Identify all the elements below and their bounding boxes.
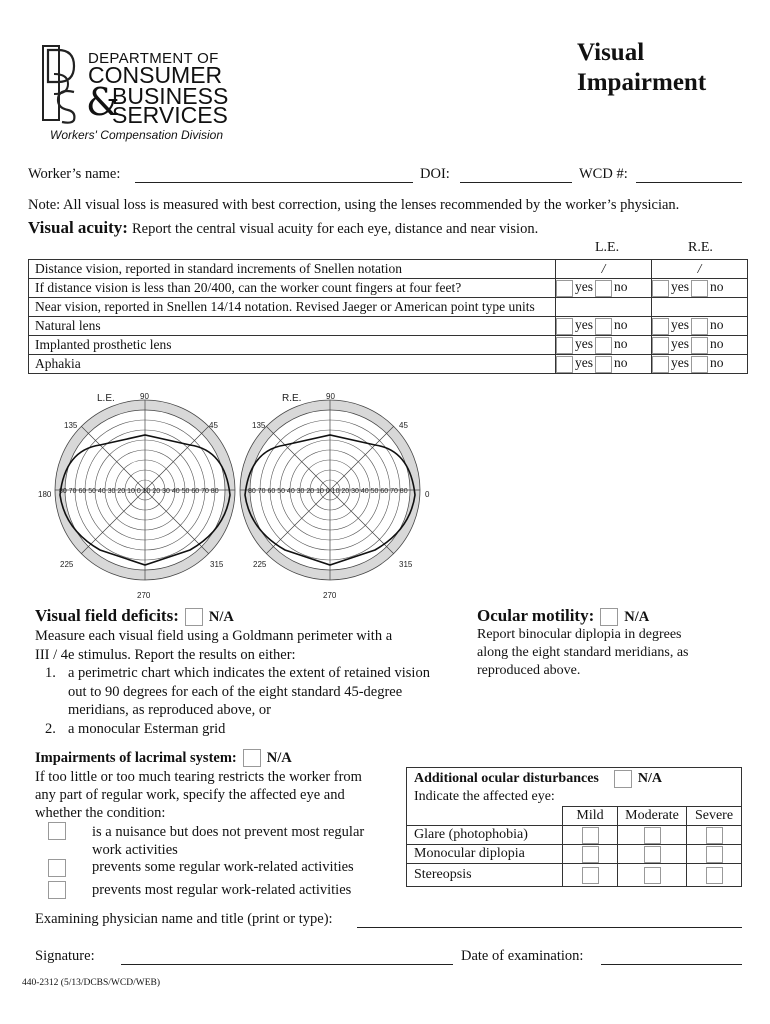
re-yes-checkbox[interactable] (652, 280, 669, 297)
motility-body (477, 626, 689, 680)
re-no-checkbox[interactable] (691, 356, 708, 373)
stereopsis-mild-checkbox[interactable] (582, 867, 599, 884)
table-row (29, 336, 748, 355)
exam-date-input[interactable] (601, 950, 742, 965)
diplopia-moderate-checkbox[interactable] (644, 846, 661, 863)
le-yes-no (556, 317, 652, 336)
lacrimal-heading: Impairments of lacrimal system: (35, 750, 237, 766)
glare-moderate-checkbox[interactable] (644, 827, 661, 844)
table-row (407, 864, 742, 887)
disturbances-subhead: Indicate the affected eye: (407, 788, 742, 807)
motility-line3: reproduced above. (477, 663, 581, 678)
yes-label: yes (671, 317, 689, 333)
no-label: no (710, 279, 724, 295)
lacrimal-option3-checkbox[interactable] (48, 881, 66, 899)
re-no-checkbox[interactable] (691, 337, 708, 354)
field-deficits-body (35, 627, 430, 739)
field-deficits-heading: Visual field deficits: (35, 606, 179, 625)
no-label: no (710, 317, 724, 333)
le-yes-checkbox[interactable] (556, 337, 573, 354)
no-label: no (710, 355, 724, 371)
re-yes-checkbox[interactable] (652, 318, 669, 335)
re-ring-scale: 80 70 60 50 40 30 20 10 0 10 20 30 40 50 60 70 80 (248, 488, 408, 495)
disturbances-na-checkbox[interactable] (614, 770, 632, 788)
le-no-checkbox[interactable] (595, 318, 612, 335)
yes-label: yes (671, 279, 689, 295)
lacrimal-option3: prevents most regular work-related activities (92, 882, 352, 898)
title-line1: Visual (577, 39, 645, 66)
lacrimal-line2: any part of regular work, specify the affected eye and (35, 787, 345, 804)
lacrimal-line3: whether the condition: (35, 805, 166, 822)
signature-label: Signature: (35, 948, 95, 964)
re-distance-input[interactable] (652, 260, 748, 279)
stereopsis-severe-checkbox[interactable] (706, 867, 723, 884)
re-deg-135: 135 (252, 421, 266, 430)
le-no-checkbox[interactable] (595, 280, 612, 297)
le-distance-input[interactable] (556, 260, 652, 279)
item1-number: 1. (45, 665, 56, 682)
no-label: no (614, 317, 628, 333)
le-near-input[interactable] (556, 298, 652, 317)
physician-label: Examining physician name and title (print or type): (35, 911, 333, 927)
acuity-instruction: Report the central visual acuity for each eye, distance and near vision. (131, 221, 539, 237)
yes-label: yes (671, 336, 689, 352)
field-deficits-line2: III / 4e stimulus. Report the results on either: (35, 646, 296, 663)
disturbances-na-label: N/A (637, 771, 663, 787)
table-row (407, 845, 742, 864)
yes-label: yes (671, 355, 689, 371)
re-deg-225: 225 (253, 560, 267, 569)
org-ampersand: & (86, 80, 120, 124)
re-yes-no (652, 355, 748, 374)
le-deg-270: 270 (137, 591, 151, 600)
form-title (577, 38, 706, 98)
le-no-checkbox[interactable] (595, 356, 612, 373)
form-id: 440-2312 (5/13/DCBS/WCD/WEB) (22, 978, 161, 988)
item1-line-a: a perimetric chart which indicates the extent of retained vision (68, 665, 430, 682)
acuity-heading: Visual acuity: (28, 218, 128, 237)
physician-input[interactable] (357, 913, 742, 928)
lacrimal-option2: prevents some regular work-related activities (92, 859, 354, 875)
re-near-input[interactable] (652, 298, 748, 317)
agency-logo (40, 44, 240, 144)
visual-acuity-table (28, 259, 748, 374)
disturbances-heading: Additional ocular disturbances (414, 771, 599, 787)
re-yes-checkbox[interactable] (652, 337, 669, 354)
le-deg-180: 180 (38, 490, 52, 499)
stereopsis-moderate-checkbox[interactable] (644, 867, 661, 884)
col-moderate: Moderate (618, 807, 687, 826)
lacrimal-option1-checkbox[interactable] (48, 822, 66, 840)
col-severe: Severe (687, 807, 742, 826)
re-deg-0: 0 (425, 490, 430, 499)
yes-label: yes (575, 355, 593, 371)
re-deg-270: 270 (323, 591, 337, 600)
field-deficits-na-checkbox[interactable] (185, 608, 203, 626)
glare-mild-checkbox[interactable] (582, 827, 599, 844)
motility-heading: Ocular motility: (477, 606, 595, 625)
org-line1: DEPARTMENT OF (88, 50, 219, 67)
re-no-checkbox[interactable] (691, 318, 708, 335)
le-ring-scale: 80 70 60 50 40 30 20 10 0 10 20 30 40 50 60 70 80 (59, 488, 219, 495)
le-chart-label: L.E. (97, 393, 115, 404)
table-row (407, 788, 742, 807)
lacrimal-na-checkbox[interactable] (243, 749, 261, 767)
no-label: no (710, 336, 724, 352)
row-label: Distance vision, reported in standard increments of Snellen notation (29, 260, 556, 279)
le-yes-checkbox[interactable] (556, 280, 573, 297)
table-row (29, 355, 748, 374)
row-label: If distance vision is less than 20/400, can the worker count fingers at four feet? (29, 279, 556, 298)
row-label: Stereopsis (407, 864, 563, 887)
item2-number: 2. (45, 720, 56, 737)
item2-text: a monocular Esterman grid (68, 720, 226, 737)
field-deficits-line1: Measure each visual field using a Goldmann perimeter with a (35, 628, 393, 644)
motility-line1: Report binocular diplopia in degrees (477, 627, 682, 642)
table-row (29, 279, 748, 298)
re-yes-no (652, 317, 748, 336)
yes-label: yes (575, 336, 593, 352)
item1-line-c: meridians, as reproduced above, or (68, 702, 271, 719)
division-name: Workers' Compensation Division (50, 128, 224, 142)
option1-line-a: is a nuisance but does not prevent most regular (92, 824, 365, 840)
row-label: Implanted prosthetic lens (29, 336, 556, 355)
table-row (29, 260, 748, 279)
le-deg-90: 90 (140, 392, 149, 401)
re-deg-315: 315 (399, 560, 413, 569)
row-label: Natural lens (29, 317, 556, 336)
fraction-slash: / (697, 261, 702, 276)
title-line2: Impairment (577, 69, 707, 96)
diplopia-severe-checkbox[interactable] (706, 846, 723, 863)
lacrimal-option2-checkbox[interactable] (48, 859, 66, 877)
le-yes-no (556, 355, 652, 374)
motility-na-checkbox[interactable] (600, 608, 618, 626)
le-yes-checkbox[interactable] (556, 356, 573, 373)
lacrimal-line1: If too little or too much tearing restricts the worker from (35, 769, 362, 785)
row-label: Monocular diplopia (407, 845, 563, 864)
le-no-checkbox[interactable] (595, 337, 612, 354)
re-no-checkbox[interactable] (691, 280, 708, 297)
yes-label: yes (575, 279, 593, 295)
note-text: Note: All visual loss is measured with best correction, using the lenses recommended by the worker’s physician. (28, 197, 680, 213)
re-yes-no (652, 336, 748, 355)
col-mild: Mild (563, 807, 618, 826)
no-label: no (614, 355, 628, 371)
re-deg-90: 90 (326, 392, 335, 401)
org-line2: CONSUMER (88, 62, 223, 88)
row-label: Near vision, reported in Snellen 14/14 notation. Revised Jaeger or American point type units (29, 298, 556, 317)
re-yes-checkbox[interactable] (652, 356, 669, 373)
table-row (29, 298, 748, 317)
signature-input[interactable] (121, 950, 453, 965)
lacrimal-option1 (92, 823, 364, 859)
row-label: Aphakia (29, 355, 556, 374)
option1-line-b: work activities (92, 842, 178, 858)
le-deg-45: 45 (209, 421, 218, 430)
le-yes-checkbox[interactable] (556, 318, 573, 335)
glare-severe-checkbox[interactable] (706, 827, 723, 844)
le-deg-225: 225 (60, 560, 74, 569)
exam-date-label: Date of examination: (461, 948, 584, 964)
lacrimal-body (35, 768, 362, 823)
field-deficits-na-label: N/A (208, 609, 234, 625)
wcd-input[interactable] (636, 168, 742, 183)
no-label: no (614, 279, 628, 295)
no-label: no (614, 336, 628, 352)
yes-label: yes (575, 317, 593, 333)
perimetric-charts (30, 385, 440, 605)
table-row (407, 826, 742, 845)
doi-label: DOI: (420, 166, 450, 182)
re-chart-label: R.E. (282, 393, 302, 404)
motility-na-label: N/A (624, 609, 650, 625)
row-label: Glare (photophobia) (407, 826, 563, 845)
re-yes-no (652, 279, 748, 298)
fraction-slash: / (601, 261, 606, 276)
le-column-header: L.E. (595, 240, 620, 255)
le-deg-315: 315 (210, 560, 224, 569)
le-yes-no (556, 279, 652, 298)
table-row (407, 768, 742, 789)
le-deg-135: 135 (64, 421, 78, 430)
re-deg-45: 45 (399, 421, 408, 430)
worker-name-label: Worker’s name: (28, 166, 121, 182)
org-line4: SERVICES (112, 102, 228, 128)
logo-monogram-icon (40, 44, 84, 124)
ocular-disturbances-table (406, 767, 742, 887)
diplopia-mild-checkbox[interactable] (582, 846, 599, 863)
item1-line-b: out to 90 degrees for each of the eight standard 45-degree (68, 683, 403, 700)
worker-name-input[interactable] (135, 168, 413, 183)
lacrimal-na-label: N/A (266, 750, 292, 766)
wcd-label: WCD #: (579, 166, 628, 182)
le-yes-no (556, 336, 652, 355)
table-row (407, 807, 742, 826)
table-row (29, 317, 748, 336)
re-column-header: R.E. (688, 240, 713, 255)
org-line3: BUSINESS (112, 83, 229, 109)
motility-line2: along the eight standard meridians, as (477, 645, 689, 660)
doi-input[interactable] (460, 168, 572, 183)
